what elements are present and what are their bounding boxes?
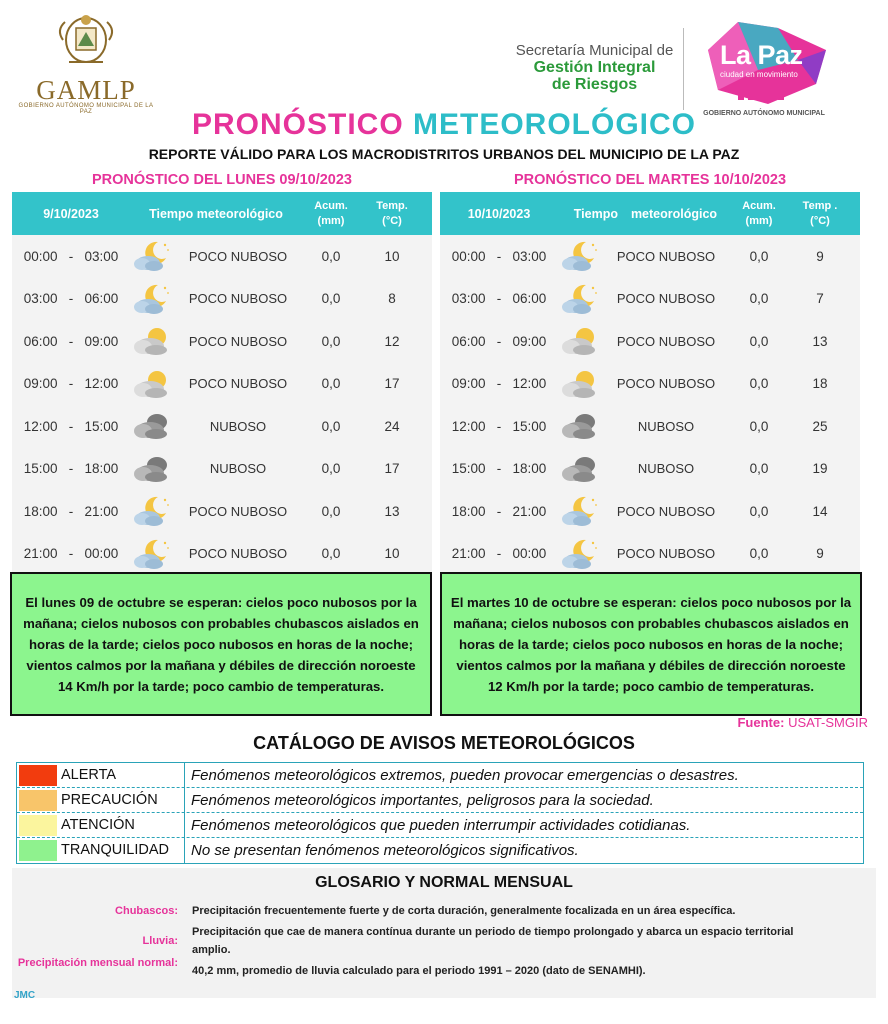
sun-cloud-icon <box>130 320 174 362</box>
subtitle: REPORTE VÁLIDO PARA LOS MACRODISTRITOS URBANOS DEL MUNICIPIO DE LA PAZ <box>148 146 740 162</box>
level-color-swatch <box>19 815 57 836</box>
condition: POCO NUBOSO <box>188 248 288 264</box>
header-weather: Tiempo meteorológico <box>149 206 283 221</box>
coat-of-arms-icon <box>51 10 121 72</box>
header-weather-1: Tiempo <box>573 206 618 221</box>
header-date: 9/10/2023 <box>43 206 99 221</box>
header-temp-label: Temp. <box>376 199 408 212</box>
forecast-row <box>12 278 432 321</box>
time-range: 18:00 - 21:00 <box>23 503 119 519</box>
temperature: 24 <box>384 418 400 434</box>
moon-cloud-icon <box>558 490 602 532</box>
time-range: 09:00 - 12:00 <box>23 376 119 392</box>
header-temp-unit: (°C) <box>382 214 402 227</box>
forecast-row <box>12 490 432 533</box>
moon-cloud-icon <box>130 278 174 320</box>
header-divider <box>683 28 684 110</box>
accumulation: 0,0 <box>749 461 769 477</box>
forecast-row <box>12 533 432 576</box>
sun-cloud-icon <box>558 320 602 362</box>
forecast-row <box>440 448 860 491</box>
level-label: TRANQUILIDAD <box>57 838 185 863</box>
accumulation: 0,0 <box>749 546 769 562</box>
moon-cloud-icon <box>130 235 174 277</box>
temperature: 14 <box>812 503 828 519</box>
forecast-row <box>12 320 432 363</box>
temperature: 7 <box>816 291 824 307</box>
condition: POCO NUBOSO <box>188 333 288 349</box>
moon-cloud-icon <box>130 490 174 532</box>
source-label: Fuente: <box>737 715 785 730</box>
header-acum-unit: (mm) <box>317 214 345 227</box>
time-range: 03:00 - 06:00 <box>451 291 547 307</box>
cloud-icon <box>558 405 602 447</box>
accumulation: 0,0 <box>321 461 341 477</box>
time-range: 03:00 - 06:00 <box>23 291 119 307</box>
header-weather-2: meteorológico <box>630 206 718 221</box>
forecast-day-2 <box>440 168 860 575</box>
accumulation: 0,0 <box>321 291 341 307</box>
header <box>0 0 888 118</box>
condition: POCO NUBOSO <box>616 376 716 392</box>
header-temp-unit: (°C) <box>810 214 830 227</box>
level-description: Fenómenos meteorológicos extremos, pueden provocar emergencias o desastres. <box>191 766 739 784</box>
condition: POCO NUBOSO <box>616 333 716 349</box>
forecast-row <box>12 405 432 448</box>
condition: POCO NUBOSO <box>616 291 716 307</box>
time-range: 15:00 - 18:00 <box>23 461 119 477</box>
condition: POCO NUBOSO <box>188 291 288 307</box>
forecast-row <box>12 448 432 491</box>
condition: NUBOSO <box>209 418 267 434</box>
lapaz-logo <box>698 20 830 116</box>
forecast-row <box>12 363 432 406</box>
header-temp-label: Temp . <box>802 199 838 212</box>
accumulation: 0,0 <box>749 248 769 264</box>
forecast-rows <box>440 235 860 575</box>
forecast-day-1 <box>12 168 432 575</box>
accumulation: 0,0 <box>321 248 341 264</box>
condition: POCO NUBOSO <box>616 503 716 519</box>
lapaz-government: GOBIERNO AUTÓNOMO MUNICIPAL <box>703 110 825 117</box>
moon-cloud-icon <box>558 235 602 277</box>
header-acum-label: Acum. <box>314 199 348 212</box>
sun-cloud-icon <box>130 363 174 405</box>
condition: NUBOSO <box>637 418 695 434</box>
condition: POCO NUBOSO <box>188 376 288 392</box>
lapaz-name: La Paz <box>720 40 803 70</box>
table-header <box>440 192 860 235</box>
condition: NUBOSO <box>209 461 267 477</box>
forecast-row <box>440 405 860 448</box>
condition: NUBOSO <box>637 461 695 477</box>
day-2-description: El martes 10 de octubre se esperan: cielos poco nubosos por la mañana; cielos nubosos con probables chubascos aislados en horas de la tarde; cielos poco nubosos en horas de la noche; vientos calmos por la mañana y débiles de dirección noroeste 12 Km/h por la tarde; poco cambio de temperaturas. <box>440 572 862 716</box>
level-label: ATENCIÓN <box>57 813 185 838</box>
sun-cloud-icon <box>558 363 602 405</box>
forecast-row <box>440 235 860 278</box>
source-note <box>737 715 868 730</box>
moon-cloud-icon <box>558 533 602 575</box>
main-title-part-2: METEOROLÓGICO <box>413 108 697 141</box>
smgir-line-1: Secretaría Municipal de <box>515 42 674 59</box>
lapaz-tagline: ciudad en movimiento <box>720 70 798 79</box>
condition: POCO NUBOSO <box>616 546 716 562</box>
accumulation: 0,0 <box>749 503 769 519</box>
catalog-row <box>17 813 863 838</box>
header-acum-label: Acum. <box>742 199 776 212</box>
condition: POCO NUBOSO <box>188 503 288 519</box>
temperature: 13 <box>812 333 828 349</box>
catalog-title: CATÁLOGO DE AVISOS METEOROLÓGICOS <box>253 733 635 753</box>
level-label: ALERTA <box>57 763 185 788</box>
day-title: PRONÓSTICO DEL MARTES 10/10/2023 <box>513 172 787 188</box>
temperature: 25 <box>812 418 828 434</box>
accumulation: 0,0 <box>321 376 341 392</box>
time-range: 21:00 - 00:00 <box>23 546 119 562</box>
time-range: 12:00 - 15:00 <box>23 418 119 434</box>
main-title-part-1: PRONÓSTICO <box>191 108 404 141</box>
level-description: No se presentan fenómenos meteorológicos significativos. <box>191 842 579 859</box>
temperature: 12 <box>384 333 400 349</box>
temperature: 18 <box>812 376 828 392</box>
level-description: Fenómenos meteorológicos que pueden interrumpir actividades cotidianas. <box>191 816 691 834</box>
cloud-icon <box>558 448 602 490</box>
temperature: 17 <box>384 376 400 392</box>
level-color-swatch <box>19 765 57 786</box>
level-color-swatch <box>19 840 57 861</box>
glossary-term: Lluvia: <box>142 935 178 947</box>
temperature: 13 <box>384 503 400 519</box>
header-temp <box>360 199 424 229</box>
gamlp-text: GAMLP <box>36 75 136 105</box>
temperature: 10 <box>384 546 400 562</box>
forecast-row <box>440 278 860 321</box>
forecast-rows <box>12 235 432 575</box>
glossary-term: Chubascos: <box>115 905 178 917</box>
author-initials: JMC <box>14 990 36 1001</box>
cloud-icon <box>130 448 174 490</box>
catalog-row <box>17 763 863 788</box>
time-range: 18:00 - 21:00 <box>451 503 547 519</box>
time-range: 00:00 - 03:00 <box>23 248 119 264</box>
time-range: 21:00 - 00:00 <box>451 546 547 562</box>
level-label: PRECAUCIÓN <box>57 788 185 813</box>
header-temp <box>788 199 852 229</box>
accumulation: 0,0 <box>749 333 769 349</box>
catalog-row <box>17 788 863 813</box>
temperature: 9 <box>816 248 824 264</box>
condition: POCO NUBOSO <box>188 546 288 562</box>
temperature: 19 <box>812 461 828 477</box>
accumulation: 0,0 <box>321 503 341 519</box>
forecast-row <box>440 320 860 363</box>
glossary-title: GLOSARIO Y NORMAL MENSUAL <box>315 874 573 891</box>
glossary-definition: 40,2 mm, promedio de lluvia calculado para el periodo 1991 – 2020 (dato de SENAMHI). <box>192 965 646 977</box>
glossary <box>12 868 876 998</box>
forecast-row <box>12 235 432 278</box>
accumulation: 0,0 <box>321 546 341 562</box>
main-title <box>0 108 888 142</box>
moon-cloud-icon <box>558 278 602 320</box>
catalog-row <box>17 838 863 863</box>
header-acum <box>730 199 788 229</box>
gamlp-subtitle: GOBIERNO AUTÓNOMO MUNICIPAL DE LA PAZ <box>18 103 154 115</box>
header-acum <box>302 199 360 229</box>
temperature: 10 <box>384 248 400 264</box>
table-header <box>12 192 432 235</box>
time-range: 09:00 - 12:00 <box>451 376 547 392</box>
temperature: 17 <box>384 461 400 477</box>
smgir-logo <box>512 42 677 93</box>
smgir-line-3: de Riesgos <box>551 76 638 93</box>
warning-catalog <box>16 762 864 864</box>
glossary-definition: Precipitación que cae de manera contínua durante un periodo de tiempo prolongado y abarca un espacio territorial amplio. <box>192 926 794 956</box>
condition: POCO NUBOSO <box>616 248 716 264</box>
accumulation: 0,0 <box>321 333 341 349</box>
accumulation: 0,0 <box>749 291 769 307</box>
glossary-definition: Precipitación frecuentemente fuerte y de corta duración, generalmente focalizada en un área específica. <box>192 905 736 917</box>
time-range: 06:00 - 09:00 <box>23 333 119 349</box>
forecast-row <box>440 533 860 576</box>
forecast-row <box>440 490 860 533</box>
forecast-row <box>440 363 860 406</box>
level-description: Fenómenos meteorológicos importantes, peligrosos para la sociedad. <box>191 791 654 809</box>
glossary-term: Precipitación mensual normal: <box>17 957 178 969</box>
day-title: PRONÓSTICO DEL LUNES 09/10/2023 <box>91 172 353 188</box>
accumulation: 0,0 <box>321 418 341 434</box>
moon-cloud-icon <box>130 533 174 575</box>
temperature: 9 <box>816 546 824 562</box>
temperature: 8 <box>388 291 396 307</box>
level-color-swatch <box>19 790 57 811</box>
time-range: 12:00 - 15:00 <box>451 418 547 434</box>
header-acum-unit: (mm) <box>745 214 773 227</box>
day-1-description: El lunes 09 de octubre se esperan: cielos poco nubosos por la mañana; cielos nubosos con probables chubascos aislados en horas de la tarde; cielos poco nubosos en horas de la noche; vientos calmos por la mañana y débiles de dirección noroeste 14 Km/h por la tarde; poco cambio de temperaturas. <box>10 572 432 716</box>
gamlp-logo <box>12 10 160 115</box>
time-range: 00:00 - 03:00 <box>451 248 547 264</box>
accumulation: 0,0 <box>749 418 769 434</box>
cloud-icon <box>130 405 174 447</box>
smgir-line-2: Gestión Integral <box>533 59 656 76</box>
time-range: 15:00 - 18:00 <box>451 461 547 477</box>
accumulation: 0,0 <box>749 376 769 392</box>
time-range: 06:00 - 09:00 <box>451 333 547 349</box>
header-date: 10/10/2023 <box>467 206 531 221</box>
source-value: USAT-SMGIR <box>788 715 868 730</box>
